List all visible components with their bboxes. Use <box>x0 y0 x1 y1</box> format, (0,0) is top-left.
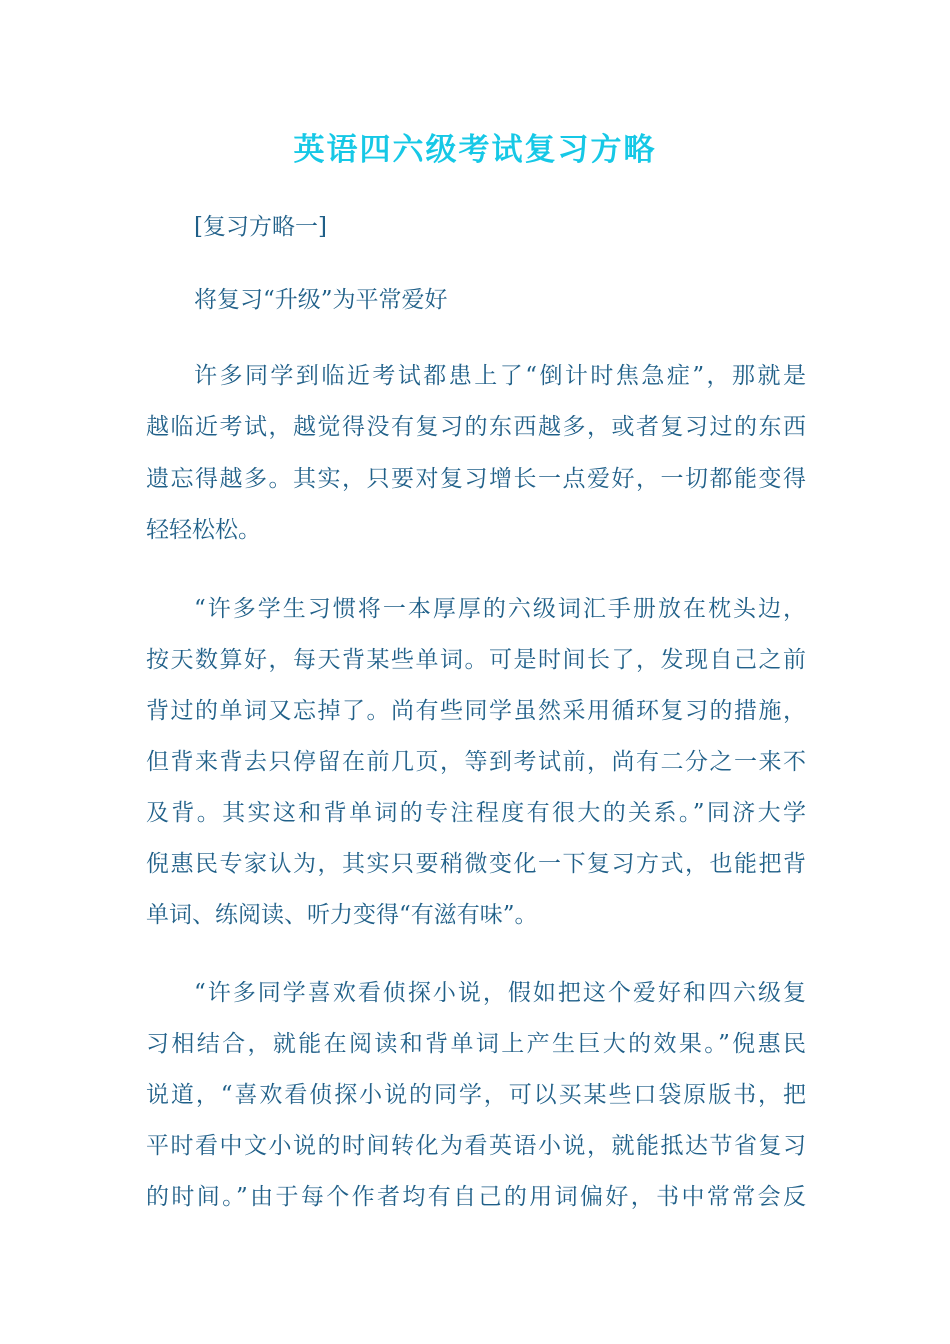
paragraph-line: 平时看中文小说的时间转化为看英语小说，就能抵达节省复习 <box>146 1133 806 1159</box>
paragraph-line: 说道，“喜欢看侦探小说的同学，可以买某些口袋原版书，把 <box>146 1082 806 1108</box>
paragraph-line: “许多同学喜欢看侦探小说，假如把这个爱好和四六级复 <box>194 980 806 1006</box>
section-label: [复习方略一] <box>194 214 327 240</box>
paragraph-line: 及背。其实这和背单词的专注程度有很大的关系。”同济大学 <box>146 800 806 826</box>
paragraph-line: 的时间。”由于每个作者均有自己的用词偏好，书中常常会反 <box>146 1184 806 1210</box>
paragraph-line: 但背来背去只停留在前几页，等到考试前，尚有二分之一来不 <box>146 749 806 775</box>
paragraph-line: “许多学生习惯将一本厚厚的六级词汇手册放在枕头边， <box>194 596 806 622</box>
paragraph-line: 习相结合，就能在阅读和背单词上产生巨大的效果。”倪惠民 <box>146 1031 806 1057</box>
paragraph-line: 背过的单词又忘掉了。尚有些同学虽然采用循环复习的措施， <box>146 698 806 724</box>
paragraph-line: 轻轻松松。 <box>146 517 261 543</box>
document-title: 英语四六级考试复习方略 <box>293 132 657 168</box>
subheading: 将复习“升级”为平常爱好 <box>194 287 448 313</box>
paragraph-line: 许多同学到临近考试都患上了“倒计时焦急症”，那就是 <box>194 363 806 389</box>
paragraph-line: 遗忘得越多。其实，只要对复习增长一点爱好，一切都能变得 <box>146 466 806 492</box>
paragraph-line: 单词、练阅读、听力变得“有滋有味”。 <box>146 902 538 928</box>
paragraph-line: 倪惠民专家认为，其实只要稍微变化一下复习方式，也能把背 <box>146 851 806 877</box>
paragraph-line: 越临近考试，越觉得没有复习的东西越多，或者复习过的东西 <box>146 414 806 440</box>
paragraph-line: 按天数算好，每天背某些单词。可是时间长了，发现自己之前 <box>146 647 806 673</box>
